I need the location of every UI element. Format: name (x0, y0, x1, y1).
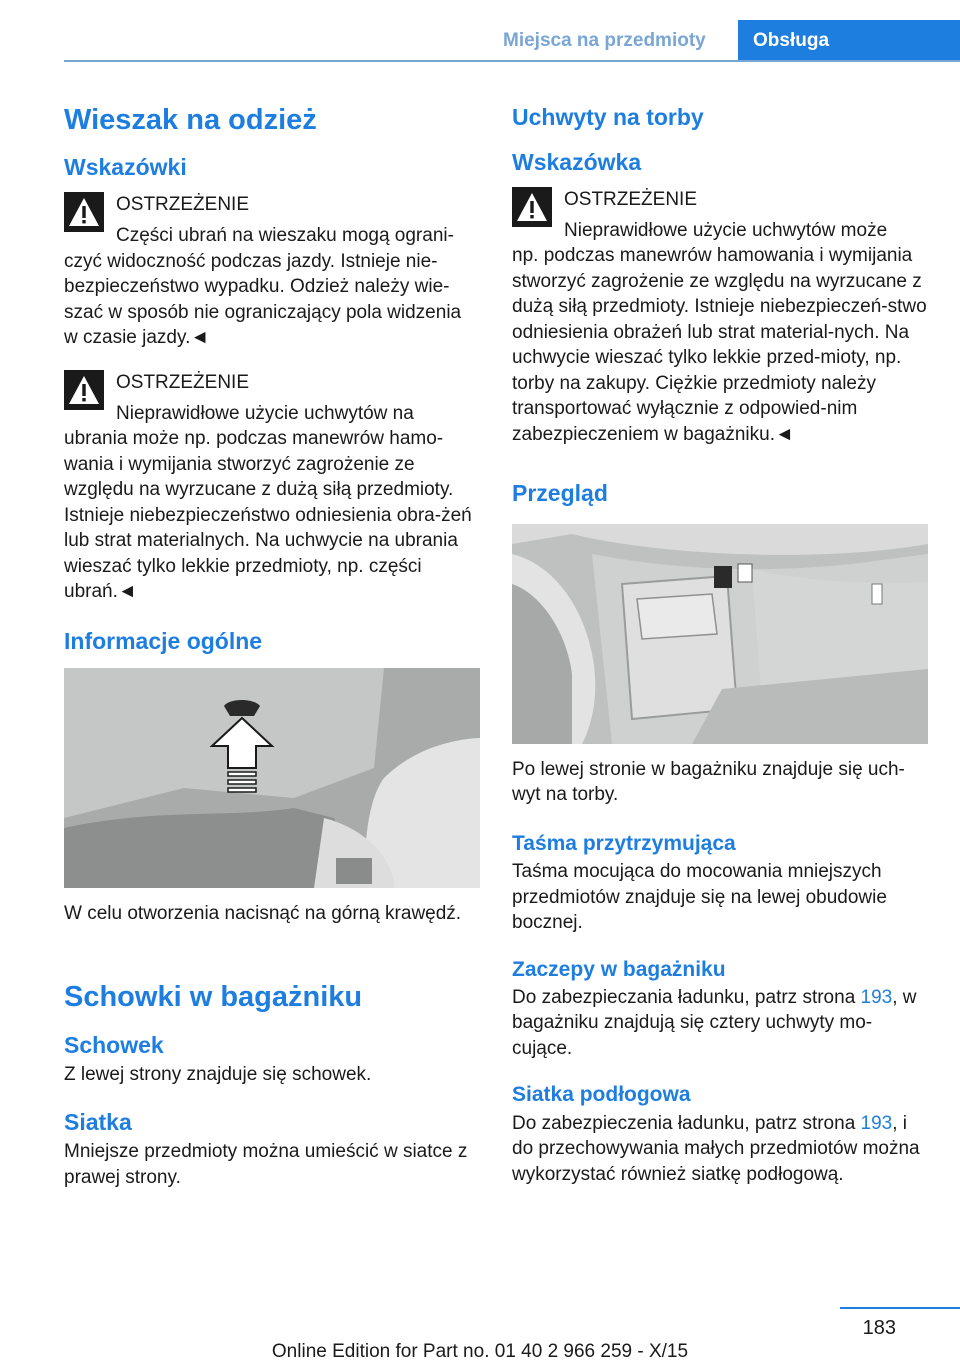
heading-trunk-hooks: Zaczepy w bagażniku (512, 957, 726, 981)
text-hooks-pre: Do zabezpieczania ładunku, patrz strona (512, 986, 861, 1008)
heading-tips: Wskazówki (64, 154, 187, 181)
trunk-overview-illustration (512, 524, 928, 744)
text-net: Mniejsze przedmioty można umieścić w siatce z prawej strony. (64, 1141, 468, 1188)
figure-trunk-overview (512, 524, 928, 744)
heading-floor-net: Siatka podłogowa (512, 1083, 691, 1107)
page-number: 183 (862, 1317, 896, 1339)
header-rule (64, 60, 960, 62)
coat-hook-illustration (64, 668, 480, 888)
warning-block-2 (64, 370, 480, 605)
warning-body: np. podczas manewrów hamowania i wymijania stworzyć zagrożenie ze względu na wyrzucane z dużą siłą przedmioty. Istnieje niebezpieczeń‐stwo odniesienia obrażeń lub strat material‐nych. Na uchwycie wieszać tylko lekkie przed‐mioty, np. torby na zakupy. Ciężkie przedmioty należy transportować wyłącznie z odpowied‐nim zabezpieczeniem w bagażniku.◄ (512, 245, 927, 445)
heading-trunk-storage: Schowki w bagażniku (64, 980, 363, 1013)
text-compartment: Z lewej strony znajduje się schowek. (64, 1063, 372, 1085)
warning-lead: Nieprawidłowe użycie uchwytów może (564, 219, 888, 241)
text-strap: Taśma mocująca do mocowania mniejszych przedmiotów znajduje się na lewej obudowie bocznej. (512, 861, 887, 933)
figure-coat-hook (64, 668, 480, 888)
page-link-193[interactable]: 193 (860, 986, 893, 1008)
heading-hanger: Wieszak na odzież (64, 104, 317, 136)
heading-strap: Taśma przytrzymująca (512, 831, 736, 855)
text-floor-post: , i do przechowywania małych przedmiotów można wykorzystać również siatkę podłogową. (512, 1112, 920, 1185)
heading-overview: Przegląd (512, 480, 608, 506)
footer-rule (840, 1307, 960, 1309)
warning-lead: Nieprawidłowe użycie uchwytów na (116, 402, 414, 424)
page-link-193[interactable]: 193 (860, 1112, 893, 1134)
header-chapter-tab[interactable]: Obsługa (738, 20, 960, 62)
text-trunk-hooks (512, 985, 928, 1062)
warning-body: czyć widoczność podczas jazdy. Istnieje nie‐bezpieczeństwo wypadku. Odzież należy wie‐szać w sposób nie ograniczający pola widzenia w czasie jazdy.◄ (64, 250, 462, 348)
warning-icon (64, 370, 104, 410)
left-column (64, 100, 480, 1190)
warning-block-3 (512, 187, 928, 448)
figure-caption-overview: Po lewej stronie w bagażniku znajduje się uch‐wyt na torby. (512, 758, 905, 806)
edition-note: Online Edition for Part no. 01 40 2 966 259 - X/15 (271, 1341, 689, 1362)
figure-caption-general: W celu otworzenia nacisnąć na górną krawędź. (64, 903, 462, 925)
text-floor-net (512, 1111, 928, 1188)
heading-tip: Wskazówka (512, 148, 642, 175)
warning-body: ubrania może np. podczas manewrów hamo‐wania i wymijania stworzyć zagrożenie ze względu na wyrzucane z dużą siłą przedmioty. Istnieje niebezpieczeństwo odniesienia obra‐żeń lub strat materialnych. Na uchwycie na ubrania wieszać tylko lekkie przedmioty, np. części ubrań.◄ (64, 428, 472, 602)
warning-title: OSTRZEŻENIE (116, 371, 250, 393)
warning-title: OSTRZEŻENIE (116, 194, 250, 215)
warning-icon (512, 187, 552, 227)
warning-lead: Części ubrań na wieszaku mogą ograni‐ (116, 225, 454, 246)
heading-net: Siatka (64, 1109, 132, 1136)
text-hooks-post: , w bagażniku znajdują się cztery uchwyty mo‐cujące. (512, 986, 917, 1059)
page-header (0, 0, 960, 62)
heading-compartment: Schowek (64, 1032, 164, 1058)
warning-icon (64, 192, 104, 232)
heading-bag-hooks: Uchwyty na torby (512, 104, 704, 130)
header-section-title: Miejsca na przedmioty (503, 30, 706, 51)
warning-block-1 (64, 192, 480, 351)
text-floor-pre: Do zabezpieczenia ładunku, patrz strona (512, 1112, 861, 1134)
warning-title: OSTRZEŻENIE (564, 188, 698, 210)
right-column (512, 100, 928, 1187)
heading-general-info: Informacje ogólne (64, 627, 263, 654)
